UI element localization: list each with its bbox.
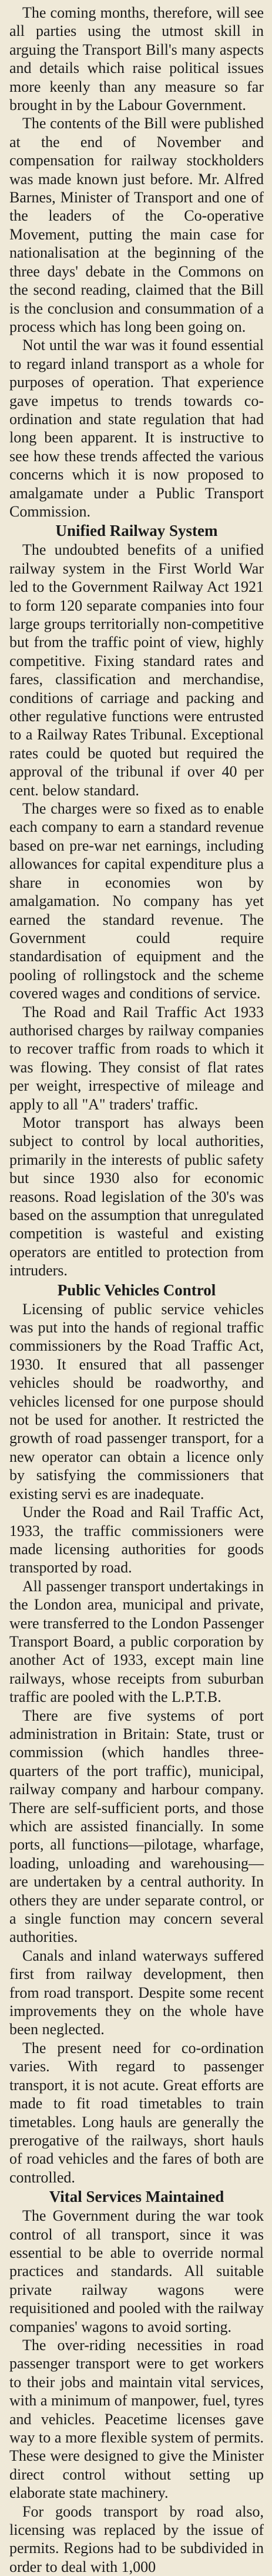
- article-paragraph: The present need for co-ordination varies. With regard to passenger transport, it is not acute. Great efforts are made to fit road timetables to train timetables. Long hauls are generally the prerogative of the railways, short hauls of road vehicles and the fares of both are controlled.: [9, 2039, 264, 2186]
- article-paragraph: For goods transport by road also, licensing was replaced by the issue of permits. Regions had to be subdivided in order to deal with 1,000: [9, 2502, 264, 2575]
- article-paragraph: The coming months, therefore, will see all parties using the utmost skill in arguing the Transport Bill's many aspects and details which raise political issues more keenly than any measure so far brought in by the Labour Government.: [9, 4, 264, 114]
- article-paragraph: Not until the war was it found essential to regard inland transport as a whole for purposes of operation. That experience gave impetus to trends towards co-ordination and state regulation that had long been apparent. It is instructive to see how these trends affected the various concerns which it is now proposed to amalgamate under a Public Transport Commission.: [9, 336, 264, 520]
- article-paragraph: The contents of the Bill were published at the end of November and compensation for railway stockholders was made known just before. Mr. Alfred Barnes, Minister of Transport and one of the leaders of the Co-operative Movement, putting the main case for nationalisation at the beginning of the three days' debate in the Commons on the second reading, claimed that the Bill is the conclusion and consummation of a process which has long been going on.: [9, 115, 264, 335]
- article-paragraph: The Road and Rail Traffic Act 1933 authorised charges by railway companies to recover traffic from roads to which it was flowing. They consist of flat rates per weight, irrespective of mileage and apply to all "A" traders' traffic.: [9, 1003, 264, 1113]
- article-paragraph: The undoubted benefits of a unified railway system in the First World War led to the Government Railway Act 1921 to form 120 separate companies into four large groups territorially non-competitive but from the traffic point of view, highly competitive. Fixing standard rates and fares, classification and merchandise, conditions of carriage and packing and other regulative functions were entrusted to a Railway Rates Tribunal. Exceptional rates could be quoted but required the approval of the tribunal if over 40 per cent. below standard.: [9, 541, 264, 799]
- article-paragraph: Canals and inland waterways suffered first from railway development, then from road transport. Despite some recent improvements they on the whole have been neglected.: [9, 1947, 264, 2038]
- article-paragraph: The Government during the war took control of all transport, since it was essential to be able to override normal practices and standards. All suitable private railway wagons were requisitioned and pooled with the railway companies' wagons to avoid sorting.: [9, 2207, 264, 2335]
- article-paragraph: Licensing of public service vehicles was put into the hands of regional traffic commissioners by the Road Traffic Act, 1930. It ensured that all passenger vehicles should be roadworthy, and vehicles licensed for one purpose should not be used for another. It restricted the growth of road passenger transport, for a new operator can obtain a licence only by satisfying the commissioners that existing servi es are inadequate.: [9, 1300, 264, 1502]
- article-paragraph: The charges were so fixed as to enable each company to earn a standard revenue based on pre-war net earnings, including allowances for capital expenditure plus a share in economies won by amalgamation. No company has yet earned the standard revenue. The Government could require standardisation of equipment and the pooling of rollingstock and the scheme covered wages and conditions of service.: [9, 800, 264, 1002]
- article-subheading: Public Vehicles Control: [57, 1281, 216, 1299]
- article-paragraph: The over-riding necessities in road passenger transport were to get workers to their jobs and maintain vital services, with a minimum of manpower, fuel, tyres and vehicles. Peacetime licenses gave way to a more flexible system of permits. These were designed to give the Minister direct control without setting up elaborate state machinery.: [9, 2336, 264, 2502]
- article-paragraph: Under the Road and Rail Traffic Act, 1933, the traffic commissioners were made licensing authorities for goods transported by road.: [9, 1504, 264, 1577]
- article-subheading: Unified Railway System: [55, 522, 218, 540]
- article-paragraph: There are five systems of port administration in Britain: State, trust or commission (which handles three-quarters of the port traffic), municipal, railway company and harbour company. There are self-sufficient ports, and those which are assisted financially. In some ports, all functions—pilotage, wharfage, loading, unloading and warehousing—are undertaken by a central authority. In others they are under separate control, or a single function may concern several authorities.: [9, 1707, 264, 1946]
- article-subheading: Vital Services Maintained: [49, 2188, 224, 2206]
- article-paragraph: All passenger transport undertakings in the London area, municipal and private, were transferred to the London Passenger Transport Board, a public corporation by another Act of 1933, except main line railways, whose receipts from suburban traffic are pooled with the L.P.T.B.: [9, 1577, 264, 1706]
- article-paragraph: Motor transport has always been subject to control by local authorities, primarily in the interests of public safety but since 1930 also for economic reasons. Road legislation of the 30's was based on the assumption that unregulated competition is wasteful and existing operators are entitled to protection from intruders.: [9, 1114, 264, 1279]
